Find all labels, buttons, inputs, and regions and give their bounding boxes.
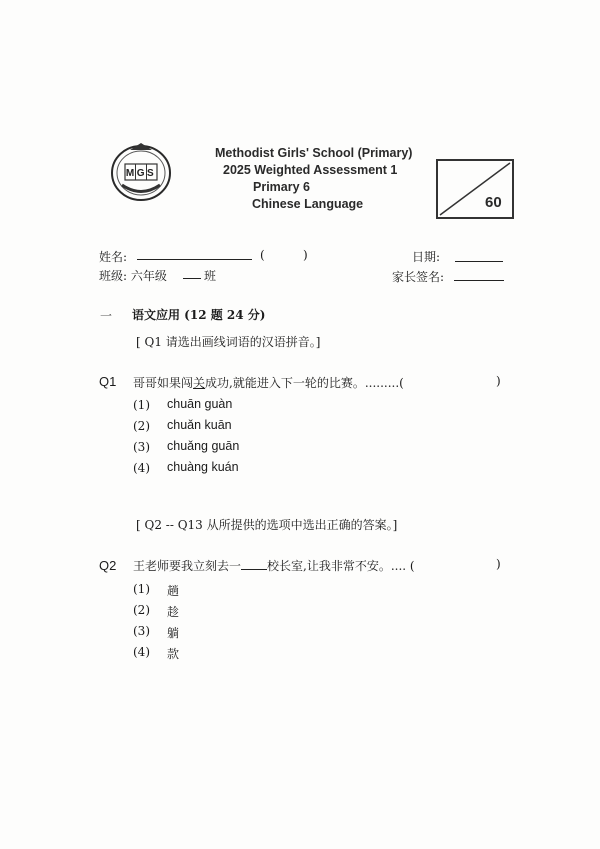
option-number: (4) xyxy=(133,645,150,659)
question-number: Q1 xyxy=(99,374,117,389)
class-blank[interactable] xyxy=(183,278,201,279)
name-label: 姓名: xyxy=(99,250,128,264)
school-logo xyxy=(108,140,174,204)
parent-signature-label: 家长签名: xyxy=(392,270,445,284)
section-number: 一 xyxy=(100,309,113,323)
section-title: 语文应用 (12 题 24 分) xyxy=(132,308,266,322)
option-text: 款 xyxy=(167,647,180,661)
option-number: (3) xyxy=(133,440,150,454)
assessment-title: 2025 Weighted Assessment 1 xyxy=(223,163,398,177)
option-number: (1) xyxy=(133,398,150,412)
option-number: (2) xyxy=(133,603,150,617)
question-stem xyxy=(133,374,404,391)
option-number: (1) xyxy=(133,582,150,596)
index-paren-left: ( xyxy=(260,248,265,262)
score-total: 60 xyxy=(485,194,502,211)
date-blank[interactable] xyxy=(455,261,503,262)
answer-paren-close: ) xyxy=(496,374,501,388)
option-text: chuān guàn xyxy=(167,397,233,411)
parent-signature-blank[interactable] xyxy=(454,280,504,281)
index-paren-right: ) xyxy=(303,248,308,262)
school-name: Methodist Girls' School (Primary) xyxy=(215,146,413,160)
stem-text: 王老师要我立刻去一 xyxy=(133,559,242,573)
score-box xyxy=(436,159,514,219)
instruction-q2-q13: [ Q2 -- Q13 从所提供的选项中选出正确的答案。] xyxy=(136,518,398,532)
question-stem xyxy=(133,557,415,574)
option-text: 趟 xyxy=(167,584,180,598)
option-number: (3) xyxy=(133,624,150,638)
option-text: 趁 xyxy=(167,605,180,619)
stem-text: 成功,就能进入下一轮的比赛。.........( xyxy=(205,376,404,390)
logo-text: MGS xyxy=(125,168,157,179)
subject-label: Chinese Language xyxy=(252,197,364,211)
stem-text: 校长室,让我非常不安。.... ( xyxy=(267,559,415,573)
class-label: 班级: 六年级 xyxy=(99,269,167,283)
option-number: (2) xyxy=(133,419,150,433)
stem-underlined-word: 关 xyxy=(193,376,206,390)
option-text: 躺 xyxy=(167,626,180,640)
answer-blank[interactable] xyxy=(241,559,267,570)
class-suffix: 班 xyxy=(204,269,217,283)
level-label: Primary 6 xyxy=(253,180,310,194)
option-text: chuàng kuán xyxy=(167,460,239,474)
option-number: (4) xyxy=(133,461,150,475)
option-text: chuǎn kuān xyxy=(167,418,232,432)
question-number: Q2 xyxy=(99,558,117,573)
name-blank[interactable] xyxy=(137,259,252,260)
date-label: 日期: xyxy=(412,250,441,264)
option-text: chuǎng guān xyxy=(167,439,240,453)
answer-paren-close: ) xyxy=(496,557,501,571)
instruction-q1: [ Q1 请选出画线词语的汉语拼音。] xyxy=(136,335,321,349)
stem-text: 哥哥如果闯 xyxy=(133,376,194,390)
